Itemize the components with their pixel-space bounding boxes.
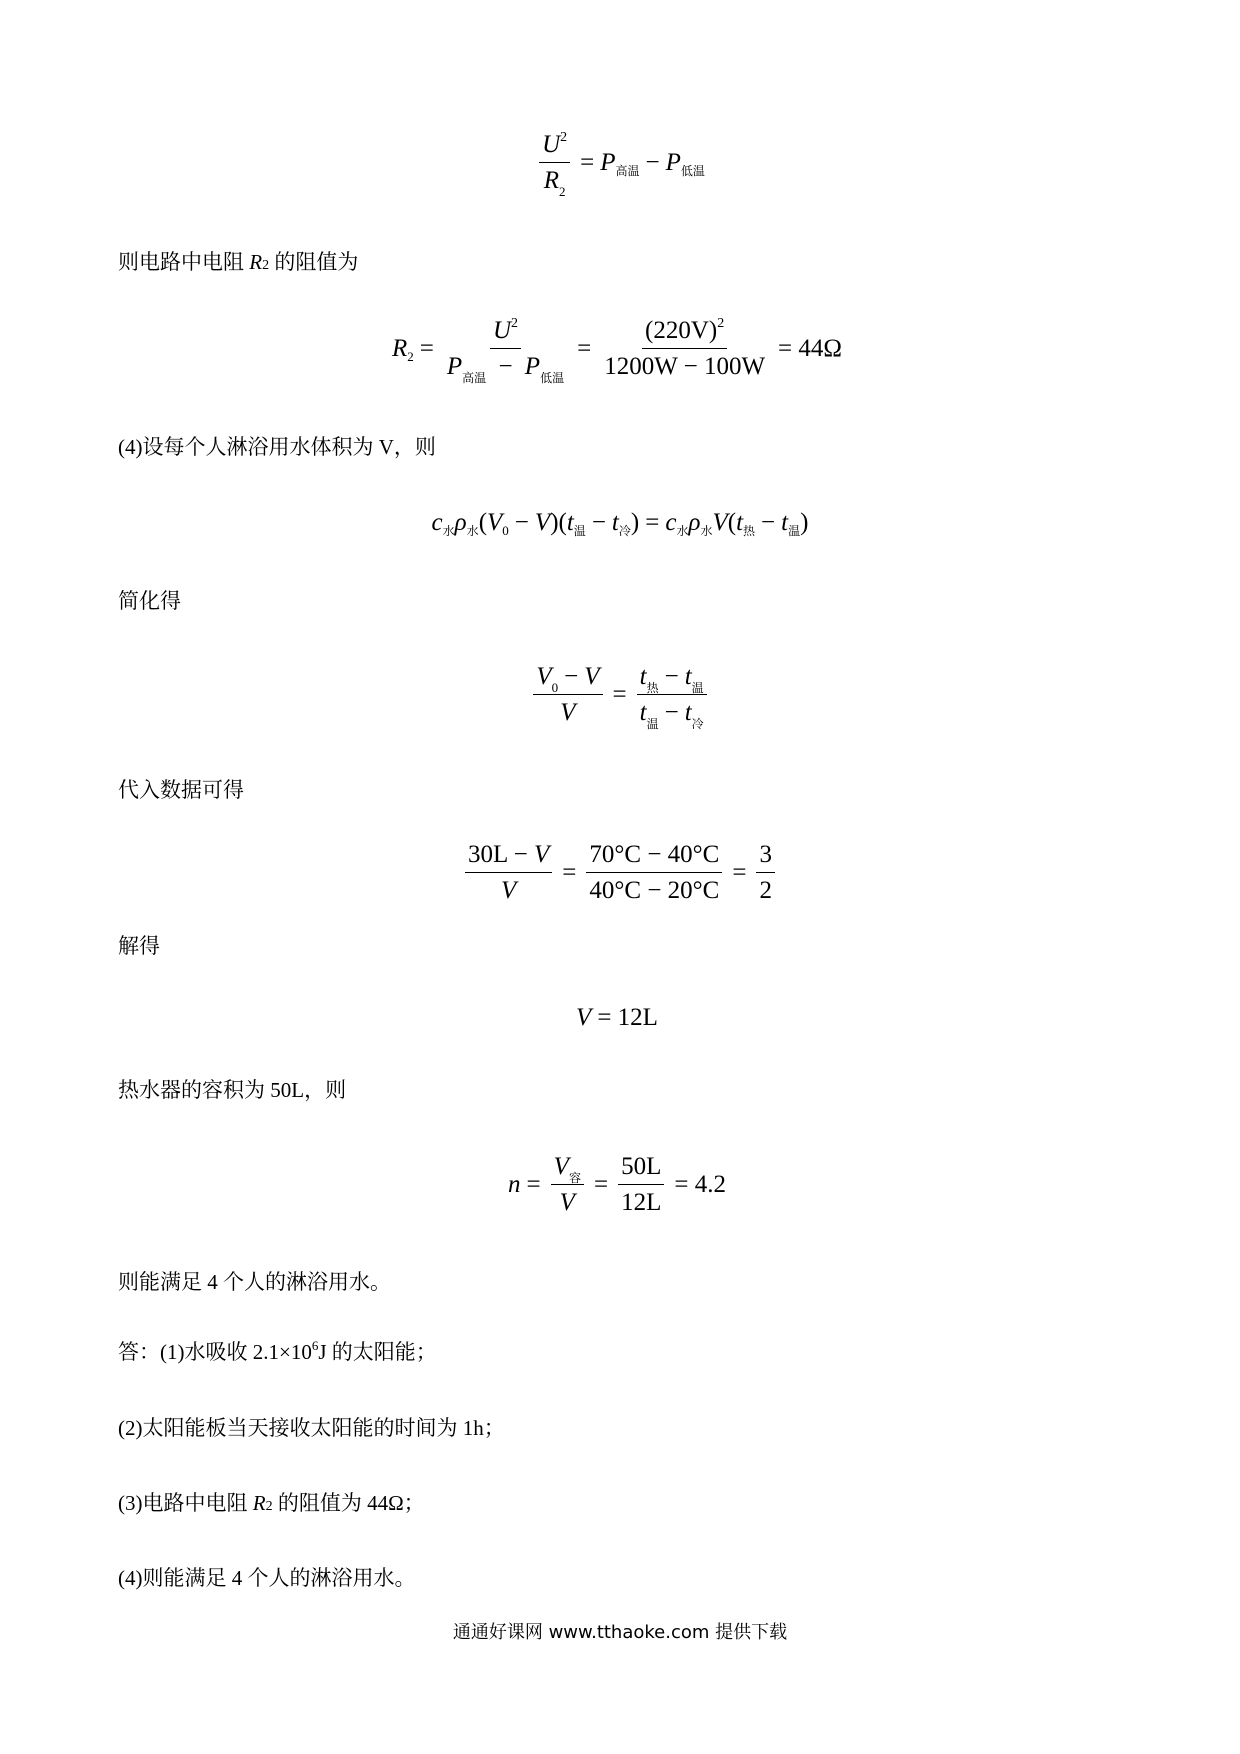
fraction: $\frac{(220V)^2}{1200W - 100W}$ [604,316,766,380]
fraction: $\frac{t_热 - t_温}{t_温 - t_冷}$ [637,664,707,725]
fraction: $\frac{V_容}{V}$ [551,1154,584,1215]
formula-simplified-ratio: $\frac{V_0 - V}{V}$ = $\frac{t_热 - t_温}{t_温 - t_冷}$ [0,664,1240,725]
text-line-part4-intro: (4)设每个人淋浴用水体积为 V，则 [118,435,436,459]
answer-line-3: (3)电路中电阻 R2 的阻值为 44Ω； [118,1491,425,1515]
answer-line-2: (2)太阳能板当天接收太阳能的时间为 1h； [118,1416,505,1440]
text-line-conclusion: 则能满足 4 个人的淋浴用水。 [118,1270,391,1294]
text-line-r2-intro: 则电路中电阻 R2 的阻值为 [118,250,359,274]
formula-people-count: n = $\frac{V_容}{V}$ = $\frac{50L}{12L}$ = 4.2 [508,1153,726,1216]
fraction: $\frac{U^2}{P_{高温} - P_{低温}}$ [446,316,565,385]
formula-heat-balance: c 水 ρ 水 ( V 0 − V ) ( t 温 − t 冷 ) = c 水 ρ 水 V ( t 热 − t 温 ) [431,509,809,538]
text-line-solve: 解得 [118,934,160,958]
text-line-capacity: 热水器的容积为 50L，则 [118,1078,347,1102]
answer-line-1: 答：(1)水吸收 $2.1\times 10^6J$ 的太阳能； [118,1338,437,1364]
fraction: $\frac{50L}{12L}$ [618,1154,664,1215]
formula-substituted: $\frac{30L - V}{V}$ = $\frac{70^\circ C - 40^\circ C}{40^\circ C - 20^\circ C}$ = $\frac{3}{2}$ [0,842,1240,903]
fraction: $\frac{3}{2}$ [756,842,775,903]
page-footer: 通通好课网 www.tthaoke.com 提供下载 [452,1622,788,1643]
answer-line-4: (4)则能满足 4 个人的淋浴用水。 [118,1566,416,1590]
formula-power-difference: $\frac{U^2}{R_2}$ = P 高温 − P 低温 [0,132,1240,193]
fraction: $\frac{V_0 - V}{V}$ [533,664,602,725]
formula-volume-result: V = 12L [576,1004,658,1031]
fraction: $\frac{U^2}{R_2}$ [539,132,570,193]
text-line-substitute: 代入数据可得 [118,778,244,802]
formula-r2-value: R 2 = $\frac{U^2}{P_{高温} - P_{低温}}$ = $\frac{(220V)^2}{1200W - 100W}$ = 44Ω [392,316,842,385]
text-line-simplify: 简化得 [118,589,181,613]
fraction: $\frac{30L - V}{V}$ [465,842,552,903]
fraction: $\frac{70^\circ C - 40^\circ C}{40^\circ C - 20^\circ C}$ [586,842,722,903]
